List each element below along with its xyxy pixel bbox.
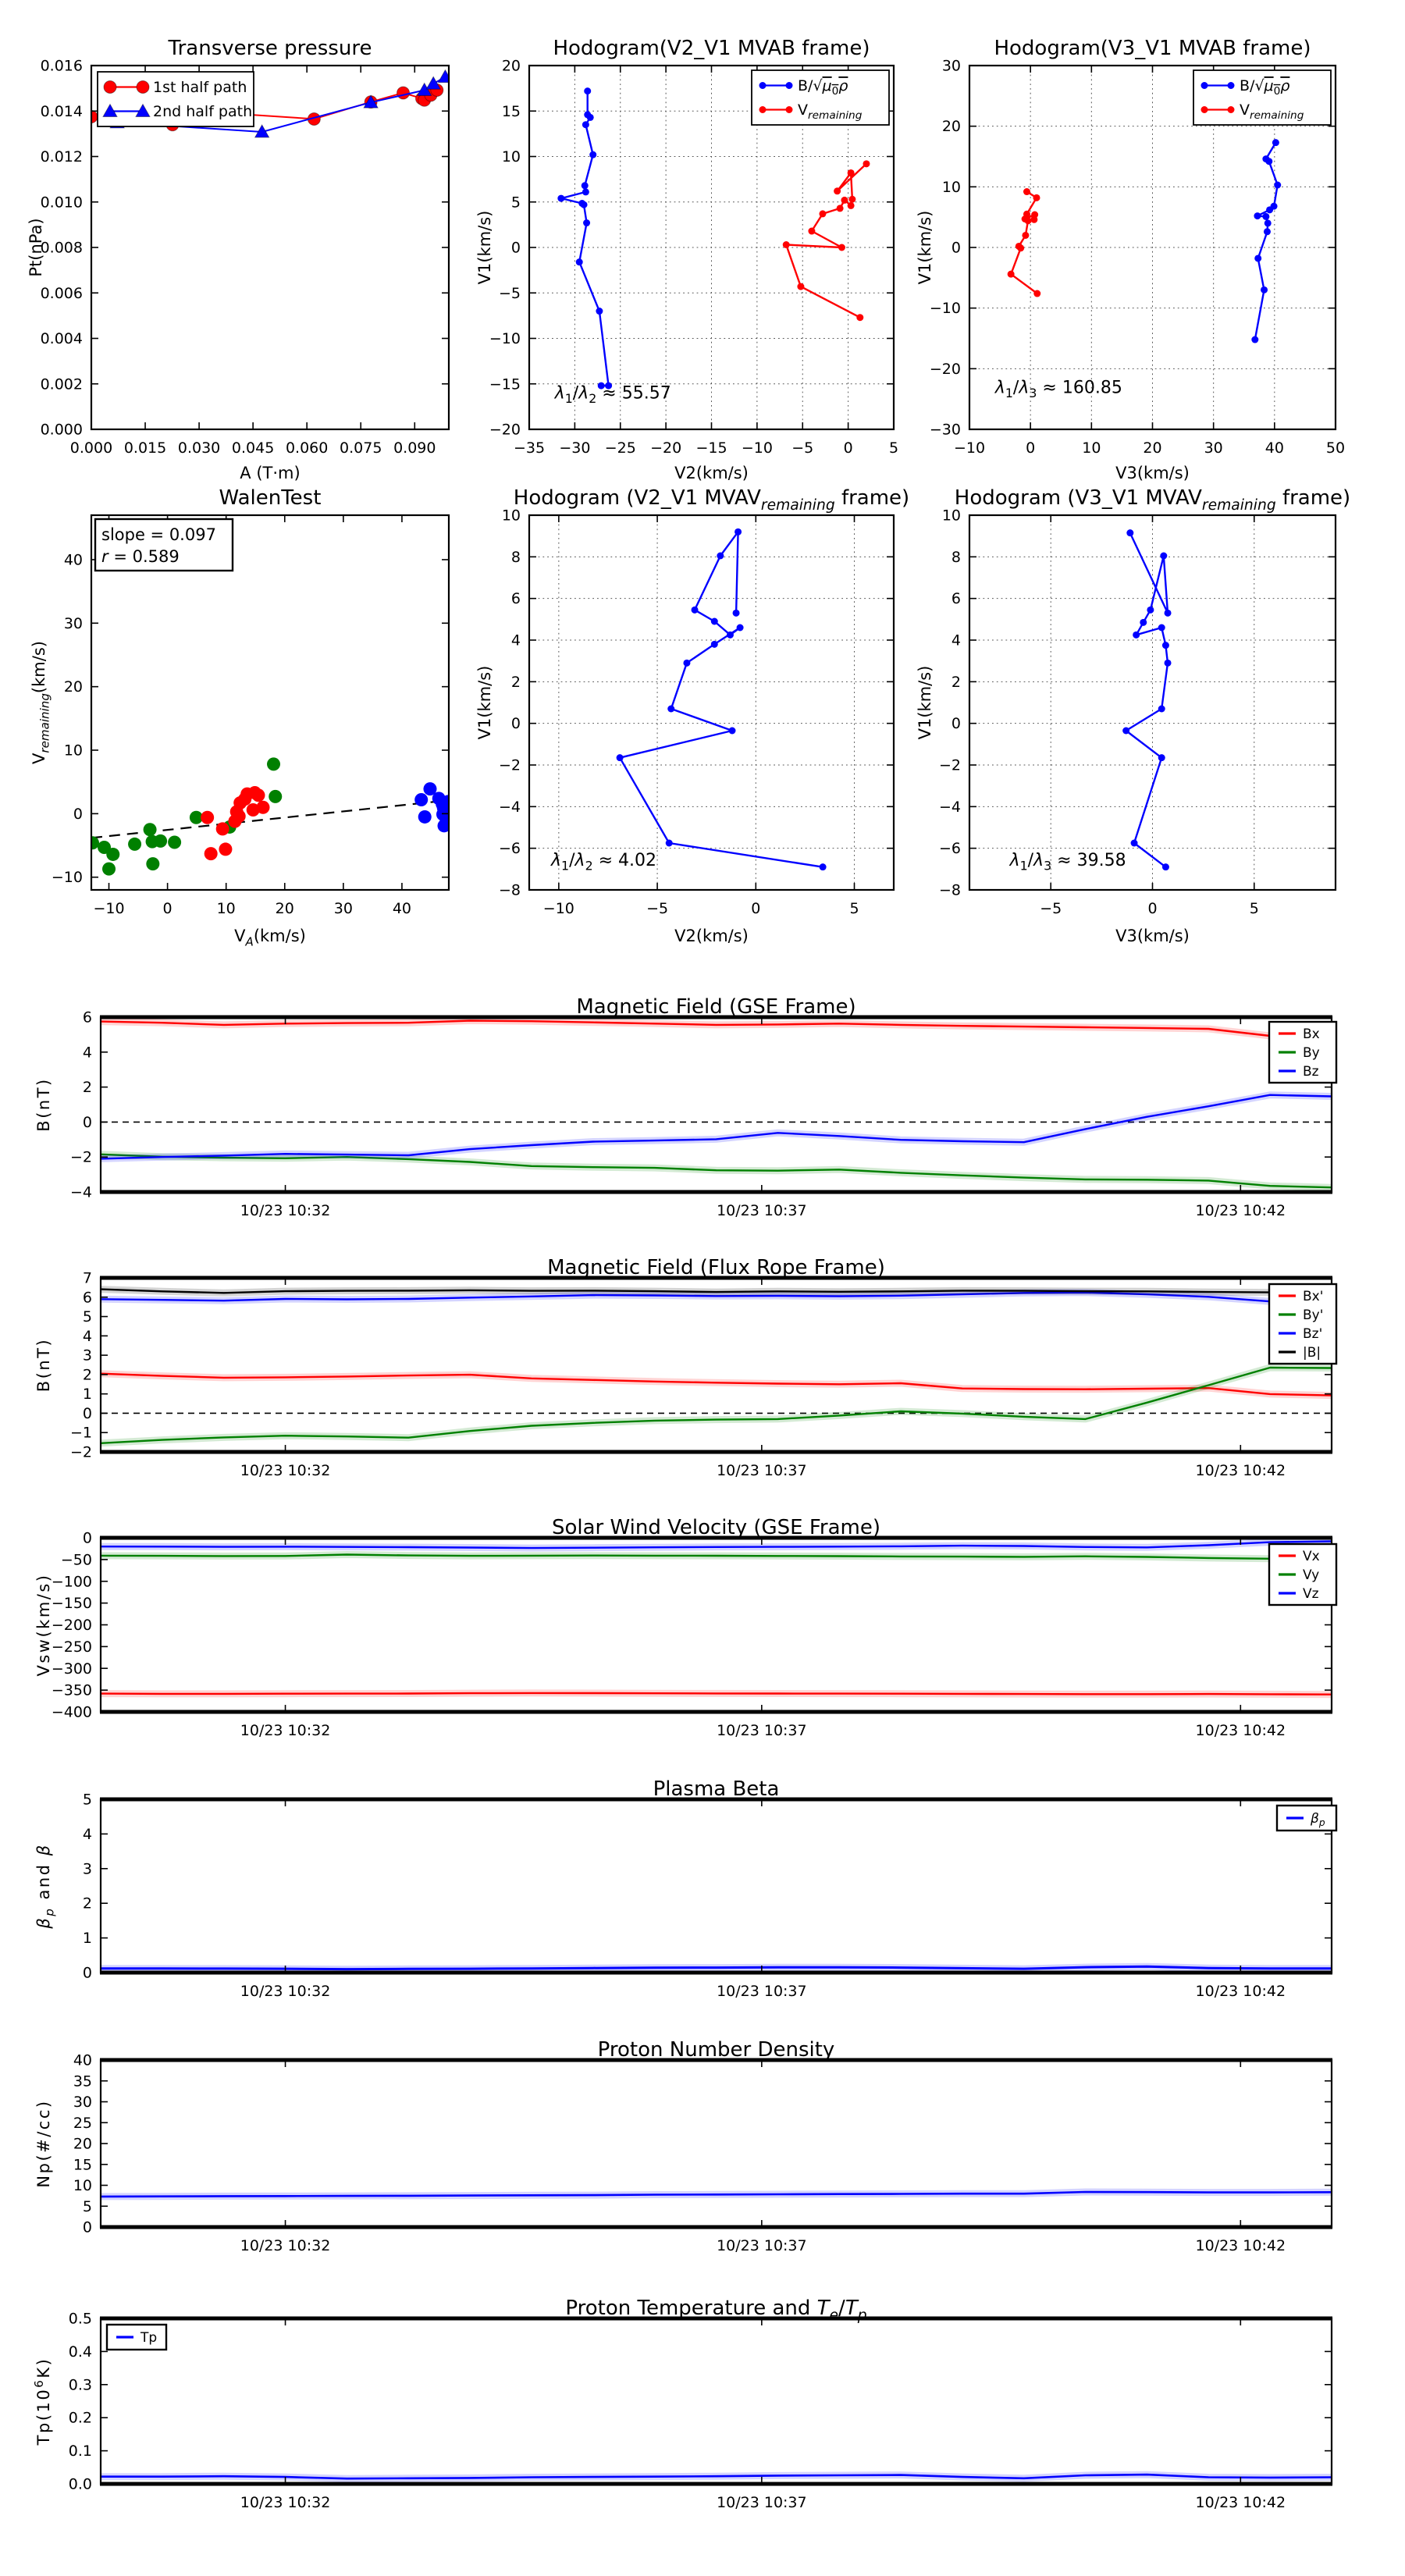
p4-ylabel: $V_{remaining}(km/s)$ [30,641,52,764]
plot-ts1 [34,995,1336,1219]
ytick-label: 5 [82,1791,92,1809]
series-group [1008,139,1282,343]
ytick-label: 4 [82,1825,92,1843]
plot-ts2 [34,1256,1336,1479]
ytick-label: 10 [73,2177,92,2194]
ytick-label: 5 [82,1308,92,1326]
ts1-ylabel: B(nT) [34,1077,53,1132]
ytick-label: −50 [60,1551,92,1569]
series-V [620,532,823,866]
xtick-label: 10/23 10:42 [1195,1722,1286,1739]
tick-marks [101,2060,1332,2227]
ts3-title: Solar Wind Velocity (GSE Frame) [551,1516,881,1539]
legend [107,2325,166,2350]
xtick-label: 10/23 10:37 [717,1462,807,1479]
tick-marks [101,1799,1332,1973]
ytick-label: 6 [951,590,961,608]
xtick-label: 0.090 [393,439,436,457]
Vremaining-markers [783,160,870,321]
xtick-label: 10/23 10:32 [240,2237,331,2254]
V-markers [1122,529,1171,870]
xtick-label: −20 [650,439,682,457]
axes-frame [101,1017,1332,1192]
axes-frame [101,1278,1332,1452]
ytick-label: 4 [82,1327,92,1345]
p1-xlabel: A (T·m) [240,464,301,482]
ytick-label: 10 [941,178,961,196]
axes-frame [101,2060,1332,2227]
p1-ylabel: Pt(nPa) [27,218,45,277]
V-markers [617,528,827,870]
ytick-label: 0.1 [68,2443,92,2460]
xtick-label: −35 [513,439,546,457]
legend-label: Vx [1303,1548,1320,1564]
xtick-label: 10/23 10:37 [717,1202,807,1219]
gridlines [969,515,1336,890]
p3-title: Hodogram(V3_V1 MVAB frame) [994,37,1311,60]
Vremaining-markers [1008,188,1041,297]
series-B [561,91,609,386]
ytick-label: 0.4 [68,2343,92,2361]
p2-xlabel: V2(km/s) [674,464,749,482]
ytick-label: −6 [498,840,521,858]
xtick-label: 0 [162,900,173,917]
xtick-label: 5 [849,900,859,917]
ytick-label: −250 [51,1638,92,1656]
ytick-label: 5 [82,2197,92,2215]
xtick-label: 5 [888,439,899,457]
plot-p6 [916,486,1350,945]
ytick-label: 0.000 [40,421,83,439]
ytick-label: −300 [51,1660,92,1678]
axes-frame [969,515,1336,890]
ytick-label: 0.008 [40,239,83,257]
series-Vremaining [786,164,866,318]
ytick-label: 8 [510,548,521,566]
ytick-label: 0 [951,715,961,733]
ytick-label: 0 [82,2218,92,2236]
xtick-label: 10 [216,900,236,917]
ytick-label: 0.004 [40,330,83,347]
p1-title: Transverse pressure [168,37,372,60]
plot-ts5 [34,2038,1332,2254]
series-Vx [101,1693,1332,1695]
legend-label: 2nd half path [153,102,253,120]
ytick-label: 3 [82,1860,92,1878]
ytick-label: 30 [941,57,961,75]
xtick-label: 20 [1143,439,1162,457]
ytick-label: 30 [73,2094,92,2111]
plot-p3 [916,37,1345,482]
p5-title: Hodogram (V2_V1 $MVAV_{remaining}$ frame) [513,486,910,514]
xtick-label: 0 [843,439,853,457]
xtick-label: −5 [646,900,669,917]
ytick-label: 0.5 [68,2310,92,2328]
legend-label: 1st half path [153,78,247,96]
ytick-label: 0 [73,805,83,823]
series-group [101,1290,1332,1443]
series-Vremaining [1011,192,1037,294]
legend-label: Tp [140,2329,158,2346]
tick-marks [101,2318,1332,2484]
ytick-label: 25 [73,2114,92,2132]
xtick-label: 10/23 10:37 [717,2494,807,2511]
xtick-label: 50 [1325,439,1346,457]
xtick-label: 40 [392,900,412,917]
ytick-label: −20 [489,421,521,439]
ytick-label: 40 [63,551,83,569]
ytick-label: 2 [82,1079,92,1097]
legend-label: Bz [1303,1063,1319,1080]
ytick-label: 0 [82,1964,92,1982]
ytick-label: 0 [82,1113,92,1131]
ytick-label: 10 [63,742,83,760]
xtick-label: 10/23 10:42 [1195,1202,1286,1219]
ytick-label: −350 [51,1681,92,1699]
xtick-label: 10/23 10:32 [240,2494,331,2511]
ytick-label: 0.3 [68,2376,92,2394]
xtick-label: 10/23 10:32 [240,1202,331,1219]
legend [1269,1544,1336,1605]
axes-frame [101,1799,1332,1973]
plot-p2 [475,37,898,482]
ytick-label: 10 [501,507,521,525]
p3-xlabel: V3(km/s) [1115,464,1190,482]
legend [1269,1284,1336,1364]
legend [1193,70,1331,125]
tick-marks [529,515,894,890]
legend-label: $V_{remaining}$ [798,101,863,122]
legend-label: $B/√\mu_0\rho$ [1240,76,1290,98]
ytick-label: 6 [82,1009,92,1026]
ytick-label: 0.0 [68,2475,92,2493]
xtick-label: 10/23 10:42 [1195,1462,1286,1479]
lambda-annotation: $\lambda_1/\lambda_3 \approx 160.85$ [994,378,1122,401]
plot-p1 [27,37,452,482]
ytick-label: 10 [501,148,521,165]
legend-label: $\beta_p$ [1311,1810,1325,1829]
ytick-label: 0 [510,715,521,733]
lambda-annotation: $\lambda_1/\lambda_3 \approx 39.58$ [1009,850,1126,873]
p6-xlabel: V3(km/s) [1115,927,1190,945]
ytick-label: 2 [510,673,521,691]
plot-ts3 [34,1516,1336,1739]
ytick-label: 0.2 [68,2409,92,2427]
center-markers [201,786,269,860]
ytick-label: 10 [941,507,961,525]
legend-label: |B| [1303,1344,1321,1361]
ytick-label: 4 [82,1044,92,1062]
ytick-label: −20 [929,360,961,378]
ts2-ylabel: B(nT) [34,1337,53,1393]
series-group [86,757,455,875]
ts1-title: Magnetic Field (GSE Frame) [576,995,856,1019]
p2-title: Hodogram(V2_V1 MVAB frame) [553,37,870,60]
xtick-label: 5 [1249,900,1259,917]
series-group [101,1021,1332,1188]
ytick-label: 20 [63,678,83,696]
ytick-label: 6 [510,590,521,608]
tick-marks [101,1017,1332,1192]
ytick-label: 30 [63,614,83,632]
ytick-label: −150 [51,1595,92,1613]
ytick-label: −10 [929,300,961,318]
ytick-label: 20 [501,57,521,75]
ytick-label: −4 [498,798,521,816]
ts2-title: Magnetic Field (Flux Rope Frame) [547,1256,885,1279]
xtick-label: 0.000 [69,439,113,457]
ts6-ylabel: $Tp(10^6K)$ [32,2357,53,2446]
ytick-label: 0.006 [40,284,83,302]
xtick-label: 10/23 10:42 [1195,1983,1286,2000]
xtick-label: −10 [93,900,125,917]
inbound-markers [86,757,282,875]
ytick-label: 0.002 [40,375,83,393]
ts4-title: Plasma Beta [653,1777,780,1801]
ytick-label: 4 [510,632,521,649]
ytick-label: −6 [938,840,961,858]
ytick-label: 0 [82,1404,92,1422]
xtick-label: 40 [1264,439,1284,457]
ytick-label: 3 [82,1347,92,1364]
plot-ts4 [34,1777,1336,2000]
p4-title: WalenTest [219,486,322,510]
xtick-label: 10 [1082,439,1101,457]
ytick-label: −15 [489,375,521,393]
series-group [101,1542,1332,1695]
p6-ylabel: V1(km/s) [916,665,934,740]
legend [1269,1022,1336,1083]
legend-label: Vz [1303,1585,1319,1602]
tick-marks [969,515,1336,890]
ytick-label: −200 [51,1617,92,1634]
xtick-label: 10/23 10:32 [240,1462,331,1479]
legend-label: $V_{remaining}$ [1240,101,1304,122]
ytick-label: −2 [69,1148,92,1166]
series-group [557,87,870,389]
legend-label: Vy [1303,1567,1320,1583]
xtick-label: 0.045 [231,439,275,457]
ytick-label: 2 [82,1366,92,1384]
legend-label: Bz' [1303,1325,1323,1342]
series-group [617,528,827,870]
ytick-label: 20 [73,2135,92,2153]
xtick-label: 0.030 [177,439,221,457]
xtick-label: −25 [604,439,636,457]
xtick-label: −10 [741,439,773,457]
ytick-label: 8 [951,548,961,566]
xtick-label: 10/23 10:32 [240,1722,331,1739]
axes-frame [101,1538,1332,1712]
ytick-label: −2 [498,756,521,774]
legend-label: By [1303,1044,1320,1061]
ytick-label: −30 [929,421,961,439]
xtick-label: −10 [542,900,574,917]
xtick-label: 20 [275,900,294,917]
ytick-label: 0 [951,239,961,257]
xtick-label: 10/23 10:37 [717,1983,807,2000]
ytick-label: −5 [498,284,521,302]
axes-frame [529,515,894,890]
stats-line: slope = 0.097 [101,525,216,544]
lambda-annotation: $\lambda_1/\lambda_2 \approx 4.02$ [551,850,657,873]
xtick-label: −30 [559,439,591,457]
xtick-label: 30 [1204,439,1223,457]
p6-title: Hodogram (V3_V1 $MVAV_{remaining}$ frame) [954,486,1351,514]
xtick-label: 10/23 10:32 [240,1983,331,2000]
ytick-label: 15 [501,102,521,120]
ytick-label: 0.010 [40,194,83,212]
xtick-label: 10/23 10:37 [717,2237,807,2254]
xtick-label: 10/23 10:37 [717,1722,807,1739]
ytick-label: 20 [941,118,961,136]
p4-xlabel: $V_A(km/s)$ [234,927,306,949]
ts5-title: Proton Number Density [597,2038,835,2062]
xtick-label: 10/23 10:42 [1195,2237,1286,2254]
ts5-ylabel: Np(#/cc) [34,2099,53,2188]
legend [752,70,889,125]
legend-label: Bx [1303,1026,1320,1042]
ytick-label: 0.014 [40,102,83,120]
ytick-label: 7 [82,1269,92,1287]
lambda-annotation: $\lambda_1/\lambda_2 \approx 55.57$ [554,383,671,407]
ytick-label: 4 [951,632,961,649]
xtick-label: 0 [1026,439,1036,457]
ytick-label: 1 [82,1930,92,1948]
xtick-label: −5 [791,439,814,457]
ytick-label: 0.012 [40,148,83,165]
legend-label: By' [1303,1307,1324,1323]
ytick-label: −8 [938,881,961,899]
ytick-label: −2 [938,756,961,774]
ytick-label: −400 [51,1703,92,1721]
xtick-label: 10/23 10:42 [1195,2494,1286,2511]
p5-xlabel: V2(km/s) [674,927,749,945]
ytick-label: 35 [73,2073,92,2090]
ytick-label: −10 [51,869,83,887]
xtick-label: 0.075 [340,439,382,457]
tick-marks [101,1538,1332,1712]
Bz-halo [101,1095,1332,1159]
plot-p5 [475,486,909,945]
ts6-title: Proton Temperature and $T_e/T_p$ [565,2297,867,2324]
plot-ts6 [32,2297,1332,2511]
xtick-label: −15 [695,439,727,457]
legend [98,72,254,126]
xtick-label: 0 [1147,900,1158,917]
xtick-label: 0.015 [123,439,167,457]
tick-marks [101,1278,1332,1452]
series-group [1122,529,1171,870]
legend-label: Bx' [1303,1288,1324,1304]
xtick-label: 0.060 [285,439,329,457]
p3-ylabel: V1(km/s) [916,210,934,285]
ytick-label: −10 [489,330,521,347]
ytick-label: 2 [951,673,961,691]
ytick-label: 0 [82,1529,92,1547]
xtick-label: −10 [953,439,986,457]
ytick-label: 40 [73,2051,92,2069]
p5-ylabel: V1(km/s) [475,665,494,740]
xtick-label: 0 [751,900,761,917]
ytick-label: 0.016 [40,57,83,75]
ytick-label: −8 [498,881,521,899]
B-markers [1251,139,1281,343]
series-group [101,2192,1332,2197]
series-V [1126,533,1168,867]
legend [1277,1806,1336,1831]
ytick-label: 5 [510,194,521,212]
ts3-ylabel: Vsw(km/s) [34,1573,53,1677]
plot-p4 [30,486,455,949]
ytick-label: −1 [69,1424,92,1442]
ytick-label: 0 [510,239,521,257]
gridlines [529,515,894,890]
ytick-label: −4 [69,1183,92,1201]
p2-ylabel: V1(km/s) [475,210,494,285]
legend-label: $B/√\mu_0\rho$ [798,76,848,98]
ytick-label: −2 [69,1443,92,1461]
xtick-label: 30 [333,900,353,917]
stats-line: r = 0.589 [101,547,180,566]
series-Bz [101,1095,1332,1159]
ytick-label: −4 [938,798,961,816]
ytick-label: 2 [82,1895,92,1912]
ytick-label: 6 [82,1289,92,1307]
ts4-ylabel: $\beta_p$ and β [34,1843,57,1929]
axes-frame [101,2318,1332,2484]
ytick-label: 15 [73,2156,92,2174]
xtick-label: −5 [1040,900,1062,917]
ytick-label: −100 [51,1573,92,1591]
ytick-label: 1 [82,1386,92,1404]
